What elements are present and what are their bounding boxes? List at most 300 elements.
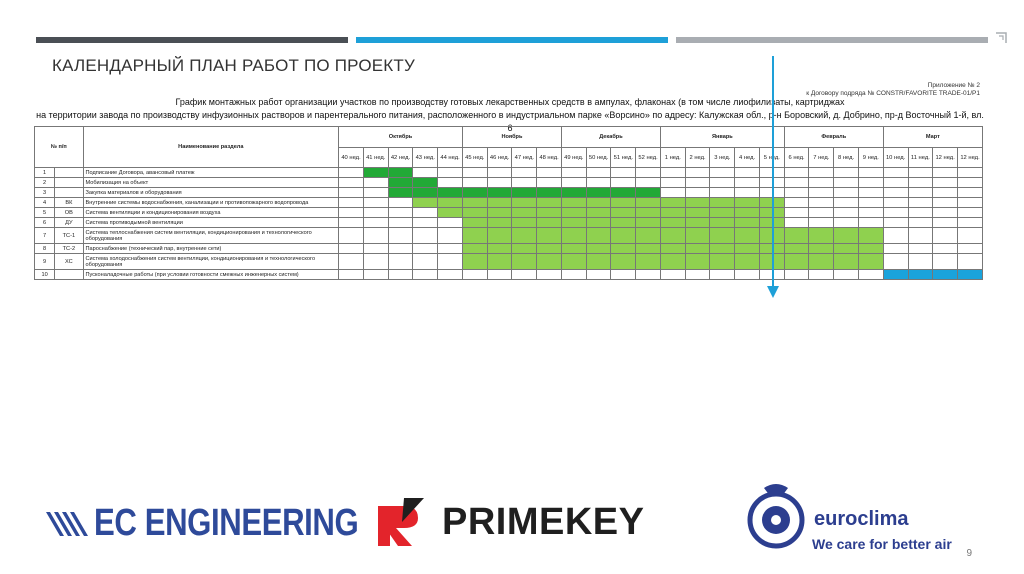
gantt-empty-cell <box>958 198 983 208</box>
slide-title: КАЛЕНДАРНЫЙ ПЛАН РАБОТ ПО ПРОЕКТУ <box>52 56 415 75</box>
gantt-empty-cell <box>339 208 364 218</box>
gantt-empty-cell <box>958 218 983 228</box>
gantt-empty-cell <box>784 198 809 208</box>
week-header: 49 нед. <box>561 148 586 168</box>
row-name: Система вентиляции и кондиционирования воздуха <box>83 208 339 218</box>
week-header: 1 нед. <box>660 148 685 168</box>
gantt-empty-cell <box>883 218 908 228</box>
row-number: 5 <box>35 208 55 218</box>
gantt-bar-cell <box>636 198 661 208</box>
gantt-bar-cell <box>636 254 661 270</box>
gantt-empty-cell <box>784 208 809 218</box>
gantt-empty-cell <box>933 244 958 254</box>
gantt-bar-cell <box>512 188 537 198</box>
gantt-empty-cell <box>958 208 983 218</box>
gantt-empty-cell <box>784 270 809 280</box>
gantt-empty-cell <box>339 178 364 188</box>
gantt-bar-cell <box>660 244 685 254</box>
gantt-empty-cell <box>784 188 809 198</box>
gantt-bar-cell <box>561 218 586 228</box>
gantt-empty-cell <box>735 178 760 188</box>
row-name: Система холодоснабжения систем вентиляции, кондиционирования и технологического оборудования <box>83 254 339 270</box>
gantt-bar-cell <box>363 168 388 178</box>
gantt-empty-cell <box>883 228 908 244</box>
gantt-bar-cell <box>685 228 710 244</box>
gantt-bar-cell <box>586 188 611 198</box>
week-header: 7 нед. <box>809 148 834 168</box>
appendix-line-2: к Договору подряда № CONSTR/FAVORITE TRADE-01/P1 <box>806 90 980 97</box>
gantt-empty-cell <box>636 178 661 188</box>
gantt-empty-cell <box>908 168 933 178</box>
week-header: 48 нед. <box>537 148 562 168</box>
gantt-bar-cell <box>636 218 661 228</box>
gantt-empty-cell <box>388 198 413 208</box>
gantt-bar-cell <box>784 228 809 244</box>
col-header-name: Наименование раздела <box>83 127 339 168</box>
gantt-empty-cell <box>388 254 413 270</box>
gantt-empty-cell <box>735 188 760 198</box>
week-header: 12 нед. <box>933 148 958 168</box>
arrow-down-icon <box>767 286 779 298</box>
gantt-empty-cell <box>685 270 710 280</box>
row-code: ВК <box>55 198 83 208</box>
accent-bar-dark <box>36 37 348 43</box>
gantt-empty-cell <box>660 270 685 280</box>
gantt-empty-cell <box>883 188 908 198</box>
row-code: ОВ <box>55 208 83 218</box>
gantt-empty-cell <box>438 228 463 244</box>
gantt-empty-cell <box>413 228 438 244</box>
table-row <box>35 178 983 188</box>
caption-line-1: График монтажных работ организации участков по производству готовых лекарственных средств в ампулах, флаконах (в том числе лиофилизаты, картриджах <box>175 97 845 107</box>
row-name: Мобилизация на объект <box>83 178 339 188</box>
gantt-empty-cell <box>363 228 388 244</box>
gantt-bar-cell <box>611 228 636 244</box>
gantt-bar-cell <box>487 228 512 244</box>
gantt-bar-cell <box>710 198 735 208</box>
gantt-empty-cell <box>784 178 809 188</box>
gantt-empty-cell <box>586 270 611 280</box>
primekey-mark-icon <box>374 494 428 550</box>
gantt-empty-cell <box>933 188 958 198</box>
week-header: 4 нед. <box>735 148 760 168</box>
gantt-bar-cell <box>809 244 834 254</box>
gantt-empty-cell <box>809 208 834 218</box>
gantt-empty-cell <box>933 218 958 228</box>
gantt-empty-cell <box>388 244 413 254</box>
gantt-empty-cell <box>809 178 834 188</box>
gantt-empty-cell <box>611 178 636 188</box>
row-name: Внутренние системы водоснабжения, канализации и противопожарного водопровода <box>83 198 339 208</box>
euroclima-wordmark: euroclima <box>814 508 909 530</box>
gantt-bar-cell <box>735 218 760 228</box>
gantt-bar-cell <box>512 228 537 244</box>
gantt-empty-cell <box>958 244 983 254</box>
gantt-empty-cell <box>784 218 809 228</box>
gantt-empty-cell <box>339 228 364 244</box>
gantt-empty-cell <box>858 270 883 280</box>
gantt-empty-cell <box>339 270 364 280</box>
row-number: 6 <box>35 218 55 228</box>
gantt-bar-cell <box>636 188 661 198</box>
gantt-bar-cell <box>685 254 710 270</box>
gantt-empty-cell <box>883 178 908 188</box>
gantt-empty-cell <box>438 168 463 178</box>
gantt-bar-cell <box>660 228 685 244</box>
table-row <box>35 218 983 228</box>
week-header: 47 нед. <box>512 148 537 168</box>
week-header: 9 нед. <box>858 148 883 168</box>
gantt-empty-cell <box>660 188 685 198</box>
row-number: 4 <box>35 198 55 208</box>
gantt-bar-cell <box>487 188 512 198</box>
gantt-empty-cell <box>710 178 735 188</box>
row-number: 9 <box>35 254 55 270</box>
gantt-bar-cell <box>561 188 586 198</box>
table-row <box>35 168 983 178</box>
gantt-bar-cell <box>809 254 834 270</box>
gantt-bar-cell <box>537 254 562 270</box>
month-header: Октябрь <box>339 127 463 148</box>
gantt-bar-cell <box>611 208 636 218</box>
week-header: 45 нед. <box>462 148 487 168</box>
gantt-bar-cell <box>735 228 760 244</box>
gantt-empty-cell <box>933 178 958 188</box>
gantt-bar-cell <box>388 168 413 178</box>
gantt-bar-cell <box>438 188 463 198</box>
table-row <box>35 198 983 208</box>
gantt-empty-cell <box>339 168 364 178</box>
week-header: 6 нед. <box>784 148 809 168</box>
gantt-empty-cell <box>438 270 463 280</box>
gantt-bar-cell <box>462 198 487 208</box>
gantt-bar-cell <box>636 208 661 218</box>
gantt-bar-cell <box>660 208 685 218</box>
week-header: 46 нед. <box>487 148 512 168</box>
gantt-empty-cell <box>660 168 685 178</box>
month-header: Февраль <box>784 127 883 148</box>
gantt-bar-cell <box>586 218 611 228</box>
gantt-empty-cell <box>487 168 512 178</box>
gantt-empty-cell <box>908 254 933 270</box>
gantt-empty-cell <box>933 228 958 244</box>
gantt-bar-cell <box>413 178 438 188</box>
gantt-empty-cell <box>809 198 834 208</box>
gantt-empty-cell <box>834 168 859 178</box>
gantt-empty-cell <box>685 168 710 178</box>
gantt-bar-cell <box>611 218 636 228</box>
row-number: 8 <box>35 244 55 254</box>
gantt-bar-cell <box>809 228 834 244</box>
gantt-empty-cell <box>363 218 388 228</box>
gantt-bar-cell <box>685 208 710 218</box>
week-header: 11 нед. <box>908 148 933 168</box>
gantt-empty-cell <box>958 168 983 178</box>
gantt-bar-cell <box>710 218 735 228</box>
gantt-bar-cell <box>636 228 661 244</box>
gantt-empty-cell <box>809 270 834 280</box>
gantt-bar-cell <box>512 244 537 254</box>
gantt-empty-cell <box>958 228 983 244</box>
gantt-bar-cell <box>388 178 413 188</box>
gantt-empty-cell <box>908 228 933 244</box>
gantt-bar-cell <box>586 228 611 244</box>
gantt-empty-cell <box>438 218 463 228</box>
gantt-bar-cell <box>537 244 562 254</box>
gantt-bar-cell <box>462 244 487 254</box>
month-header-row <box>35 127 983 148</box>
gantt-empty-cell <box>339 254 364 270</box>
gantt-empty-cell <box>487 178 512 188</box>
gantt-bar-cell <box>413 188 438 198</box>
gantt-empty-cell <box>858 188 883 198</box>
gantt-empty-cell <box>438 244 463 254</box>
table-row <box>35 188 983 198</box>
gantt-empty-cell <box>834 208 859 218</box>
week-header: 51 нед. <box>611 148 636 168</box>
ec-engineering-wordmark: EC ENGINEERING <box>94 502 359 544</box>
gantt-bar-cell <box>933 270 958 280</box>
gantt-empty-cell <box>512 168 537 178</box>
gantt-empty-cell <box>363 270 388 280</box>
gantt-bar-cell <box>958 270 983 280</box>
gantt-bar-cell <box>735 198 760 208</box>
page-number: 9 <box>966 548 972 559</box>
row-code: ХС <box>55 254 83 270</box>
gantt-empty-cell <box>834 270 859 280</box>
gantt-empty-cell <box>413 218 438 228</box>
gantt-empty-cell <box>339 218 364 228</box>
gantt-bar-cell <box>883 270 908 280</box>
week-header: 41 нед. <box>363 148 388 168</box>
gantt-bar-cell <box>834 254 859 270</box>
gantt-empty-cell <box>809 218 834 228</box>
row-number: 10 <box>35 270 55 280</box>
gantt-empty-cell <box>363 208 388 218</box>
gantt-empty-cell <box>611 270 636 280</box>
gantt-bar-cell <box>586 198 611 208</box>
gantt-bar-cell <box>858 254 883 270</box>
row-number: 1 <box>35 168 55 178</box>
gantt-bar-cell <box>586 244 611 254</box>
gantt-bar-cell <box>735 208 760 218</box>
week-header: 43 нед. <box>413 148 438 168</box>
gantt-empty-cell <box>512 270 537 280</box>
row-name: Подписание Договора, авансовый платеж <box>83 168 339 178</box>
gantt-empty-cell <box>537 168 562 178</box>
gantt-empty-cell <box>858 178 883 188</box>
gantt-empty-cell <box>834 188 859 198</box>
gantt-bar-cell <box>685 218 710 228</box>
gantt-bar-cell <box>413 198 438 208</box>
week-header: 8 нед. <box>834 148 859 168</box>
gantt-bar-cell <box>586 208 611 218</box>
gantt-empty-cell <box>363 244 388 254</box>
ec-stripes-icon <box>44 504 88 544</box>
gantt-bar-cell <box>487 198 512 208</box>
gantt-bar-cell <box>660 254 685 270</box>
schedule-document <box>34 84 986 298</box>
gantt-bar-cell <box>462 218 487 228</box>
gantt-empty-cell <box>958 254 983 270</box>
gantt-bar-cell <box>611 188 636 198</box>
caption-line-2: на территории завода по производству инфузионных растворов и парентерального питания, расположенного в индустриальном парке «Ворсино» по адресу: Калужская обл., р-н Боровский, д. Добрино, пр-д Восточный 1-й, вл. 6 <box>36 110 984 133</box>
gantt-empty-cell <box>339 198 364 208</box>
row-code <box>55 178 83 188</box>
gantt-empty-cell <box>512 178 537 188</box>
gantt-bar-cell <box>858 244 883 254</box>
gantt-empty-cell <box>735 168 760 178</box>
gantt-bar-cell <box>438 208 463 218</box>
gantt-empty-cell <box>636 270 661 280</box>
primekey-logo <box>374 494 644 550</box>
gantt-bar-cell <box>537 228 562 244</box>
gantt-bar-cell <box>487 244 512 254</box>
row-name: Пароснабжение (технический пар, внутренние сети) <box>83 244 339 254</box>
gantt-empty-cell <box>908 178 933 188</box>
gantt-bar-cell <box>487 218 512 228</box>
table-row <box>35 270 983 280</box>
gantt-bar-cell <box>908 270 933 280</box>
gantt-bar-cell <box>561 208 586 218</box>
gantt-empty-cell <box>858 198 883 208</box>
gantt-empty-cell <box>958 188 983 198</box>
table-row <box>35 254 983 270</box>
col-header-num: № п/п <box>35 127 84 168</box>
gantt-empty-cell <box>413 208 438 218</box>
row-number: 3 <box>35 188 55 198</box>
gantt-bar-cell <box>537 208 562 218</box>
gantt-bar-cell <box>685 198 710 208</box>
row-name: Пусконаладочные работы (при условии готовности смежных инженерных систем) <box>83 270 339 280</box>
table-row <box>35 228 983 244</box>
week-header: 3 нед. <box>710 148 735 168</box>
gantt-bar-cell <box>586 254 611 270</box>
gantt-empty-cell <box>363 178 388 188</box>
gantt-empty-cell <box>413 254 438 270</box>
gantt-empty-cell <box>363 188 388 198</box>
gantt-empty-cell <box>858 218 883 228</box>
gantt-empty-cell <box>958 178 983 188</box>
week-header: 40 нед. <box>339 148 364 168</box>
gantt-bar-cell <box>438 198 463 208</box>
gantt-empty-cell <box>586 178 611 188</box>
row-code <box>55 270 83 280</box>
gantt-empty-cell <box>388 208 413 218</box>
gantt-bar-cell <box>561 198 586 208</box>
row-name: Система теплоснабжения систем вентиляции, кондиционирования и технологического оборудования <box>83 228 339 244</box>
gantt-empty-cell <box>438 178 463 188</box>
gantt-empty-cell <box>883 244 908 254</box>
appendix-line-1: Приложение № 2 <box>927 82 980 89</box>
gantt-bar-cell <box>834 228 859 244</box>
gantt-empty-cell <box>660 178 685 188</box>
gantt-empty-cell <box>462 270 487 280</box>
gantt-empty-cell <box>462 178 487 188</box>
gantt-empty-cell <box>883 168 908 178</box>
gantt-bar-cell <box>858 228 883 244</box>
gantt-empty-cell <box>933 254 958 270</box>
gantt-empty-cell <box>339 188 364 198</box>
gantt-empty-cell <box>933 208 958 218</box>
row-number: 7 <box>35 228 55 244</box>
gantt-bar-cell <box>660 198 685 208</box>
accent-bar-blue <box>356 37 668 43</box>
gantt-empty-cell <box>586 168 611 178</box>
row-code <box>55 188 83 198</box>
gantt-bar-cell <box>834 244 859 254</box>
gantt-empty-cell <box>883 208 908 218</box>
row-code: ДУ <box>55 218 83 228</box>
gantt-empty-cell <box>561 178 586 188</box>
gantt-bar-cell <box>537 218 562 228</box>
gantt-bar-cell <box>462 208 487 218</box>
month-header: Декабрь <box>561 127 660 148</box>
month-header: Ноябрь <box>462 127 561 148</box>
gantt-empty-cell <box>933 168 958 178</box>
week-header: 10 нед. <box>883 148 908 168</box>
row-name: Закупка материалов и оборудования <box>83 188 339 198</box>
gantt-empty-cell <box>908 244 933 254</box>
gantt-bar-cell <box>710 208 735 218</box>
gantt-bar-cell <box>462 188 487 198</box>
gantt-empty-cell <box>388 218 413 228</box>
gantt-empty-cell <box>710 270 735 280</box>
row-code: ТС-1 <box>55 228 83 244</box>
gantt-bar-cell <box>537 188 562 198</box>
gantt-bar-cell <box>388 188 413 198</box>
primekey-wordmark: PRIMEKEY <box>442 500 645 543</box>
gantt-empty-cell <box>363 254 388 270</box>
ec-engineering-logo <box>44 502 416 545</box>
gantt-bar-cell <box>710 228 735 244</box>
gantt-bar-cell <box>512 254 537 270</box>
euroclima-tagline: We care for better air <box>812 536 952 552</box>
gantt-empty-cell <box>413 168 438 178</box>
gantt-empty-cell <box>561 168 586 178</box>
table-row <box>35 244 983 254</box>
row-name: Система противодымной вентиляции <box>83 218 339 228</box>
gantt-bar-cell <box>611 198 636 208</box>
gantt-empty-cell <box>413 244 438 254</box>
gantt-empty-cell <box>611 168 636 178</box>
gantt-empty-cell <box>438 254 463 270</box>
gantt-empty-cell <box>883 198 908 208</box>
gantt-empty-cell <box>561 270 586 280</box>
week-header: 2 нед. <box>685 148 710 168</box>
gantt-bar-cell <box>561 244 586 254</box>
corner-mark-icon <box>994 31 1008 45</box>
timeline-marker <box>766 56 780 306</box>
week-header: 52 нед. <box>636 148 661 168</box>
week-header: 44 нед. <box>438 148 463 168</box>
gantt-bar-cell <box>537 198 562 208</box>
gantt-table <box>34 126 983 280</box>
gantt-empty-cell <box>858 208 883 218</box>
gantt-bar-cell <box>611 254 636 270</box>
gantt-bar-cell <box>487 254 512 270</box>
euroclima-globe-icon <box>746 482 810 554</box>
gantt-empty-cell <box>636 168 661 178</box>
gantt-bar-cell <box>512 208 537 218</box>
gantt-empty-cell <box>908 208 933 218</box>
gantt-empty-cell <box>908 218 933 228</box>
gantt-empty-cell <box>388 270 413 280</box>
gantt-empty-cell <box>537 270 562 280</box>
gantt-bar-cell <box>611 244 636 254</box>
gantt-empty-cell <box>735 270 760 280</box>
gantt-bar-cell <box>487 208 512 218</box>
